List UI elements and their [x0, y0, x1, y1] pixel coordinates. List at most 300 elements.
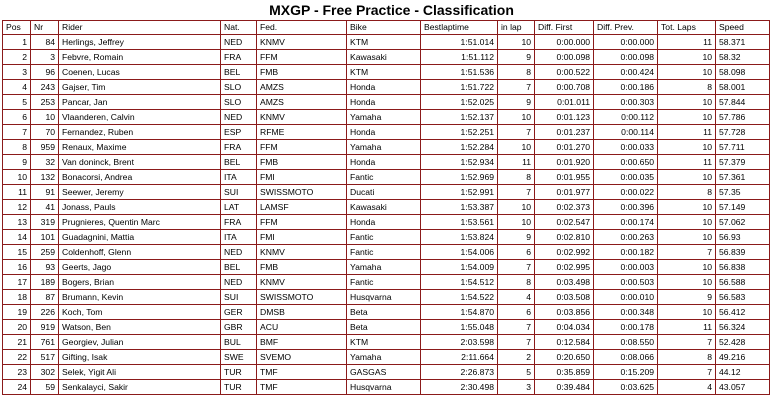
- cell-bestlaptime: 1:52.251: [421, 125, 498, 140]
- cell-fed: LAMSF: [257, 200, 347, 215]
- cell-pos: 24: [3, 380, 31, 395]
- classification-table: [2, 20, 770, 395]
- cell-pos: 3: [3, 65, 31, 80]
- cell-tot-laps: 10: [658, 50, 716, 65]
- cell-nat: SUI: [221, 185, 257, 200]
- cell-bike: Husqvarna: [347, 290, 421, 305]
- cell-fed: SVEMO: [257, 350, 347, 365]
- cell-speed: 57.062: [716, 215, 770, 230]
- cell-nr: 259: [31, 245, 59, 260]
- cell-diff-prev: 0:00.022: [594, 185, 658, 200]
- cell-diff-first: 0:39.484: [535, 380, 594, 395]
- cell-fed: AMZS: [257, 80, 347, 95]
- cell-fed: FMI: [257, 170, 347, 185]
- cell-rider: Coldenhoff, Glenn: [59, 245, 221, 260]
- cell-tot-laps: 8: [658, 350, 716, 365]
- cell-rider: Koch, Tom: [59, 305, 221, 320]
- cell-speed: 43.057: [716, 380, 770, 395]
- col-header-rider: Rider: [59, 21, 221, 35]
- cell-diff-prev: 0:00.348: [594, 305, 658, 320]
- table-row: [3, 200, 770, 215]
- cell-bestlaptime: 1:52.137: [421, 110, 498, 125]
- cell-bike: Husqvarna: [347, 380, 421, 395]
- cell-nat: SWE: [221, 350, 257, 365]
- cell-pos: 2: [3, 50, 31, 65]
- cell-diff-prev: 0:03.625: [594, 380, 658, 395]
- cell-in-lap: 8: [498, 65, 535, 80]
- cell-tot-laps: 10: [658, 200, 716, 215]
- cell-pos: 14: [3, 230, 31, 245]
- cell-bestlaptime: 1:51.014: [421, 35, 498, 50]
- cell-tot-laps: 11: [658, 35, 716, 50]
- col-header-bike: Bike: [347, 21, 421, 35]
- cell-nr: 101: [31, 230, 59, 245]
- cell-nr: 96: [31, 65, 59, 80]
- cell-nr: 32: [31, 155, 59, 170]
- cell-in-lap: 9: [498, 95, 535, 110]
- cell-nr: 93: [31, 260, 59, 275]
- cell-in-lap: 10: [498, 200, 535, 215]
- table-row: [3, 125, 770, 140]
- cell-bestlaptime: 1:54.870: [421, 305, 498, 320]
- cell-nat: NED: [221, 245, 257, 260]
- cell-fed: KNMV: [257, 245, 347, 260]
- cell-bike: Yamaha: [347, 110, 421, 125]
- cell-diff-first: 0:03.498: [535, 275, 594, 290]
- col-header-nat: Nat.: [221, 21, 257, 35]
- table-row: [3, 335, 770, 350]
- col-header-speed: Speed: [716, 21, 770, 35]
- cell-pos: 4: [3, 80, 31, 95]
- header-row: [3, 21, 770, 35]
- cell-diff-first: 0:04.034: [535, 320, 594, 335]
- cell-bike: Honda: [347, 80, 421, 95]
- cell-diff-first: 0:01.123: [535, 110, 594, 125]
- cell-rider: Guadagnini, Mattia: [59, 230, 221, 245]
- cell-bestlaptime: 1:53.387: [421, 200, 498, 215]
- cell-speed: 56.412: [716, 305, 770, 320]
- cell-diff-first: 0:00.708: [535, 80, 594, 95]
- cell-bike: KTM: [347, 335, 421, 350]
- cell-nat: NED: [221, 275, 257, 290]
- cell-in-lap: 7: [498, 335, 535, 350]
- cell-in-lap: 7: [498, 320, 535, 335]
- cell-nr: 70: [31, 125, 59, 140]
- cell-bike: Fantic: [347, 245, 421, 260]
- col-header-nr: Nr: [31, 21, 59, 35]
- cell-bestlaptime: 1:51.112: [421, 50, 498, 65]
- cell-nr: 189: [31, 275, 59, 290]
- cell-diff-first: 0:02.810: [535, 230, 594, 245]
- cell-tot-laps: 10: [658, 305, 716, 320]
- table-row: [3, 170, 770, 185]
- cell-speed: 57.728: [716, 125, 770, 140]
- cell-bestlaptime: 2:30.498: [421, 380, 498, 395]
- cell-rider: Seewer, Jeremy: [59, 185, 221, 200]
- cell-diff-prev: 0:00.182: [594, 245, 658, 260]
- cell-rider: Selek, Yigit Ali: [59, 365, 221, 380]
- cell-nr: 226: [31, 305, 59, 320]
- table-row: [3, 215, 770, 230]
- cell-bestlaptime: 1:54.006: [421, 245, 498, 260]
- cell-pos: 16: [3, 260, 31, 275]
- cell-speed: 58.001: [716, 80, 770, 95]
- cell-rider: Senkalayci, Sakir: [59, 380, 221, 395]
- cell-diff-prev: 0:00.178: [594, 320, 658, 335]
- table-row: [3, 290, 770, 305]
- cell-tot-laps: 11: [658, 125, 716, 140]
- cell-bike: GASGAS: [347, 365, 421, 380]
- cell-bike: Beta: [347, 305, 421, 320]
- cell-pos: 9: [3, 155, 31, 170]
- cell-nat: NED: [221, 35, 257, 50]
- cell-in-lap: 3: [498, 380, 535, 395]
- cell-diff-prev: 0:00.503: [594, 275, 658, 290]
- cell-nat: GBR: [221, 320, 257, 335]
- cell-nr: 253: [31, 95, 59, 110]
- cell-rider: Febvre, Romain: [59, 50, 221, 65]
- cell-nr: 59: [31, 380, 59, 395]
- cell-nat: BEL: [221, 155, 257, 170]
- col-header-fed: Fed.: [257, 21, 347, 35]
- cell-tot-laps: 7: [658, 365, 716, 380]
- cell-nat: FRA: [221, 215, 257, 230]
- table-row: [3, 275, 770, 290]
- cell-speed: 49.216: [716, 350, 770, 365]
- cell-nat: LAT: [221, 200, 257, 215]
- cell-bike: Honda: [347, 95, 421, 110]
- cell-pos: 7: [3, 125, 31, 140]
- cell-pos: 21: [3, 335, 31, 350]
- cell-diff-first: 0:01.977: [535, 185, 594, 200]
- cell-fed: FMB: [257, 155, 347, 170]
- cell-speed: 56.93: [716, 230, 770, 245]
- cell-speed: 57.711: [716, 140, 770, 155]
- cell-in-lap: 11: [498, 155, 535, 170]
- cell-diff-prev: 0:00.396: [594, 200, 658, 215]
- col-header-diff-prev: Diff. Prev.: [594, 21, 658, 35]
- cell-bestlaptime: 1:52.284: [421, 140, 498, 155]
- cell-tot-laps: 9: [658, 290, 716, 305]
- cell-speed: 56.324: [716, 320, 770, 335]
- cell-speed: 57.361: [716, 170, 770, 185]
- cell-bestlaptime: 1:54.522: [421, 290, 498, 305]
- cell-diff-first: 0:00.000: [535, 35, 594, 50]
- cell-in-lap: 10: [498, 35, 535, 50]
- col-header-in-lap: in lap: [498, 21, 535, 35]
- cell-in-lap: 2: [498, 350, 535, 365]
- cell-in-lap: 6: [498, 305, 535, 320]
- cell-nat: SLO: [221, 95, 257, 110]
- cell-bike: Ducati: [347, 185, 421, 200]
- cell-rider: Bonacorsi, Andrea: [59, 170, 221, 185]
- cell-rider: Gajser, Tim: [59, 80, 221, 95]
- cell-bike: Kawasaki: [347, 50, 421, 65]
- cell-nat: TUR: [221, 365, 257, 380]
- cell-nr: 959: [31, 140, 59, 155]
- cell-bike: KTM: [347, 65, 421, 80]
- cell-rider: Pancar, Jan: [59, 95, 221, 110]
- cell-nr: 91: [31, 185, 59, 200]
- cell-bestlaptime: 2:11.664: [421, 350, 498, 365]
- table-row: [3, 260, 770, 275]
- col-header-tot-laps: Tot. Laps: [658, 21, 716, 35]
- table-row: [3, 80, 770, 95]
- cell-speed: 56.839: [716, 245, 770, 260]
- cell-diff-first: 0:02.373: [535, 200, 594, 215]
- cell-nat: SUI: [221, 290, 257, 305]
- cell-nat: NED: [221, 110, 257, 125]
- cell-speed: 58.32: [716, 50, 770, 65]
- cell-diff-first: 0:02.547: [535, 215, 594, 230]
- cell-nr: 10: [31, 110, 59, 125]
- cell-diff-prev: 0:00.112: [594, 110, 658, 125]
- cell-pos: 19: [3, 305, 31, 320]
- cell-bestlaptime: 1:52.025: [421, 95, 498, 110]
- cell-fed: DMSB: [257, 305, 347, 320]
- cell-diff-first: 0:03.856: [535, 305, 594, 320]
- cell-in-lap: 10: [498, 140, 535, 155]
- cell-speed: 57.379: [716, 155, 770, 170]
- table-row: [3, 185, 770, 200]
- cell-diff-first: 0:01.237: [535, 125, 594, 140]
- cell-in-lap: 5: [498, 365, 535, 380]
- cell-diff-first: 0:01.955: [535, 170, 594, 185]
- cell-bestlaptime: 1:54.009: [421, 260, 498, 275]
- cell-diff-prev: 0:08.066: [594, 350, 658, 365]
- cell-speed: 57.35: [716, 185, 770, 200]
- table-row: [3, 350, 770, 365]
- table-row: [3, 245, 770, 260]
- cell-fed: AMZS: [257, 95, 347, 110]
- cell-pos: 18: [3, 290, 31, 305]
- cell-nr: 41: [31, 200, 59, 215]
- cell-tot-laps: 4: [658, 380, 716, 395]
- cell-in-lap: 4: [498, 290, 535, 305]
- cell-diff-prev: 0:00.035: [594, 170, 658, 185]
- cell-bike: Yamaha: [347, 260, 421, 275]
- cell-fed: FMB: [257, 65, 347, 80]
- cell-rider: Herlings, Jeffrey: [59, 35, 221, 50]
- cell-in-lap: 10: [498, 110, 535, 125]
- cell-fed: FFM: [257, 215, 347, 230]
- cell-fed: ACU: [257, 320, 347, 335]
- cell-diff-prev: 0:00.303: [594, 95, 658, 110]
- cell-tot-laps: 10: [658, 170, 716, 185]
- cell-diff-first: 0:03.508: [535, 290, 594, 305]
- cell-nr: 84: [31, 35, 59, 50]
- cell-nat: BEL: [221, 260, 257, 275]
- cell-nr: 319: [31, 215, 59, 230]
- cell-diff-first: 0:01.011: [535, 95, 594, 110]
- cell-rider: Fernandez, Ruben: [59, 125, 221, 140]
- cell-nat: BEL: [221, 65, 257, 80]
- cell-fed: FMB: [257, 260, 347, 275]
- table-row: [3, 110, 770, 125]
- cell-rider: Prugnieres, Quentin Marc: [59, 215, 221, 230]
- cell-in-lap: 7: [498, 80, 535, 95]
- cell-bike: KTM: [347, 35, 421, 50]
- cell-speed: 58.098: [716, 65, 770, 80]
- cell-fed: TMF: [257, 365, 347, 380]
- cell-nr: 302: [31, 365, 59, 380]
- table-row: [3, 380, 770, 395]
- cell-diff-prev: 0:00.003: [594, 260, 658, 275]
- table-row: [3, 320, 770, 335]
- cell-nr: 132: [31, 170, 59, 185]
- cell-diff-prev: 0:00.263: [594, 230, 658, 245]
- cell-in-lap: 7: [498, 125, 535, 140]
- cell-bestlaptime: 1:55.048: [421, 320, 498, 335]
- cell-pos: 1: [3, 35, 31, 50]
- cell-nat: ESP: [221, 125, 257, 140]
- cell-tot-laps: 11: [658, 320, 716, 335]
- cell-diff-first: 0:12.584: [535, 335, 594, 350]
- cell-diff-first: 0:01.270: [535, 140, 594, 155]
- cell-pos: 20: [3, 320, 31, 335]
- cell-diff-prev: 0:08.550: [594, 335, 658, 350]
- cell-tot-laps: 10: [658, 215, 716, 230]
- cell-in-lap: 7: [498, 260, 535, 275]
- page-title: MXGP - Free Practice - Classification: [269, 2, 514, 18]
- cell-pos: 15: [3, 245, 31, 260]
- cell-diff-first: 0:35.859: [535, 365, 594, 380]
- cell-bestlaptime: 1:52.969: [421, 170, 498, 185]
- cell-diff-prev: 0:15.209: [594, 365, 658, 380]
- cell-fed: SWISSMOTO: [257, 185, 347, 200]
- cell-nat: BUL: [221, 335, 257, 350]
- table-row: [3, 95, 770, 110]
- cell-bike: Yamaha: [347, 140, 421, 155]
- cell-nr: 919: [31, 320, 59, 335]
- cell-pos: 8: [3, 140, 31, 155]
- cell-rider: Bogers, Brian: [59, 275, 221, 290]
- cell-in-lap: 9: [498, 230, 535, 245]
- cell-pos: 17: [3, 275, 31, 290]
- cell-bike: Beta: [347, 320, 421, 335]
- cell-bike: Fantic: [347, 275, 421, 290]
- cell-speed: 58.371: [716, 35, 770, 50]
- cell-rider: Renaux, Maxime: [59, 140, 221, 155]
- cell-speed: 57.149: [716, 200, 770, 215]
- cell-diff-first: 0:02.992: [535, 245, 594, 260]
- cell-fed: SWISSMOTO: [257, 290, 347, 305]
- cell-bike: Fantic: [347, 230, 421, 245]
- cell-nr: 517: [31, 350, 59, 365]
- cell-tot-laps: 7: [658, 245, 716, 260]
- cell-tot-laps: 10: [658, 275, 716, 290]
- cell-rider: Van doninck, Brent: [59, 155, 221, 170]
- cell-rider: Brumann, Kevin: [59, 290, 221, 305]
- cell-fed: KNMV: [257, 110, 347, 125]
- table-row: [3, 50, 770, 65]
- cell-nat: TUR: [221, 380, 257, 395]
- cell-bestlaptime: 1:53.824: [421, 230, 498, 245]
- cell-pos: 12: [3, 200, 31, 215]
- cell-bestlaptime: 1:51.722: [421, 80, 498, 95]
- cell-diff-first: 0:20.650: [535, 350, 594, 365]
- cell-rider: Georgiev, Julian: [59, 335, 221, 350]
- cell-fed: RFME: [257, 125, 347, 140]
- cell-bestlaptime: 1:52.934: [421, 155, 498, 170]
- cell-bestlaptime: 1:53.561: [421, 215, 498, 230]
- cell-in-lap: 8: [498, 170, 535, 185]
- cell-in-lap: 10: [498, 215, 535, 230]
- cell-fed: KNMV: [257, 275, 347, 290]
- cell-pos: 22: [3, 350, 31, 365]
- cell-fed: BMF: [257, 335, 347, 350]
- cell-nat: ITA: [221, 170, 257, 185]
- cell-in-lap: 8: [498, 275, 535, 290]
- cell-tot-laps: 7: [658, 335, 716, 350]
- cell-speed: 57.844: [716, 95, 770, 110]
- cell-speed: 52.428: [716, 335, 770, 350]
- cell-bike: Yamaha: [347, 350, 421, 365]
- cell-bike: Fantic: [347, 170, 421, 185]
- cell-rider: Jonass, Pauls: [59, 200, 221, 215]
- cell-tot-laps: 11: [658, 155, 716, 170]
- cell-fed: KNMV: [257, 35, 347, 50]
- cell-nr: 3: [31, 50, 59, 65]
- cell-tot-laps: 10: [658, 260, 716, 275]
- cell-diff-prev: 0:00.033: [594, 140, 658, 155]
- cell-nr: 87: [31, 290, 59, 305]
- cell-tot-laps: 10: [658, 140, 716, 155]
- cell-fed: FMI: [257, 230, 347, 245]
- cell-rider: Watson, Ben: [59, 320, 221, 335]
- cell-diff-prev: 0:00.000: [594, 35, 658, 50]
- cell-bestlaptime: 2:03.598: [421, 335, 498, 350]
- cell-diff-prev: 0:00.174: [594, 215, 658, 230]
- cell-rider: Coenen, Lucas: [59, 65, 221, 80]
- cell-nr: 243: [31, 80, 59, 95]
- cell-bestlaptime: 1:54.512: [421, 275, 498, 290]
- cell-speed: 56.588: [716, 275, 770, 290]
- cell-fed: TMF: [257, 380, 347, 395]
- cell-pos: 5: [3, 95, 31, 110]
- cell-bike: Honda: [347, 215, 421, 230]
- cell-diff-first: 0:01.920: [535, 155, 594, 170]
- cell-tot-laps: 10: [658, 110, 716, 125]
- cell-fed: FFM: [257, 50, 347, 65]
- cell-diff-prev: 0:00.010: [594, 290, 658, 305]
- cell-nat: SLO: [221, 80, 257, 95]
- cell-speed: 44.12: [716, 365, 770, 380]
- cell-nat: ITA: [221, 230, 257, 245]
- cell-nr: 761: [31, 335, 59, 350]
- cell-nat: FRA: [221, 50, 257, 65]
- cell-diff-prev: 0:00.098: [594, 50, 658, 65]
- cell-speed: 57.786: [716, 110, 770, 125]
- cell-in-lap: 9: [498, 50, 535, 65]
- table-row: [3, 140, 770, 155]
- table-row: [3, 155, 770, 170]
- cell-in-lap: 7: [498, 185, 535, 200]
- cell-diff-first: 0:00.098: [535, 50, 594, 65]
- col-header-bestlaptime: Bestlaptime: [421, 21, 498, 35]
- cell-pos: 10: [3, 170, 31, 185]
- cell-bike: Kawasaki: [347, 200, 421, 215]
- table-row: [3, 230, 770, 245]
- cell-diff-prev: 0:00.186: [594, 80, 658, 95]
- table-row: [3, 365, 770, 380]
- cell-bestlaptime: 2:26.873: [421, 365, 498, 380]
- cell-rider: Vlaanderen, Calvin: [59, 110, 221, 125]
- cell-fed: FFM: [257, 140, 347, 155]
- cell-diff-first: 0:00.522: [535, 65, 594, 80]
- cell-bike: Honda: [347, 155, 421, 170]
- cell-nat: FRA: [221, 140, 257, 155]
